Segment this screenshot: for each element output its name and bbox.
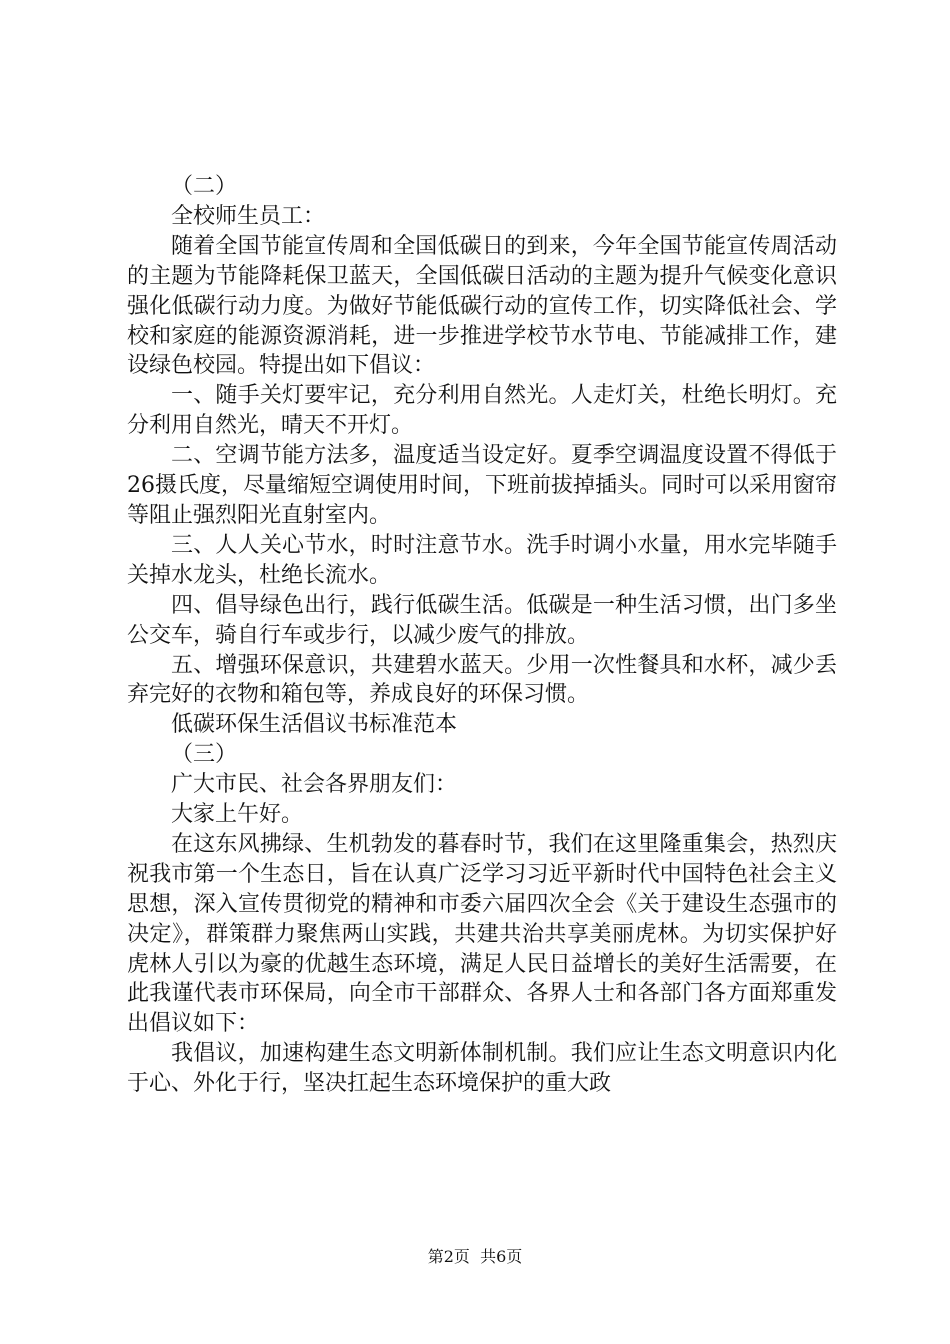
salutation-2: 广大市民、社会各界朋友们： bbox=[171, 772, 458, 798]
proposal-item-4: 四、倡导绿色出行，践行低碳生活。低碳是一种生活习惯，出门多坐公交车，骑自行车或步行，以减少废气的排放。 bbox=[127, 592, 837, 648]
proposal-item-5: 五、增强环保意识，共建碧水蓝天。少用一次性餐具和水杯，减少丢弃完好的衣物和箱包等，养成良好的环保习惯。 bbox=[127, 652, 837, 708]
proposal-item-3: 三、人人关心节水，时时注意节水。洗手时调小水量，用水完毕随手关掉水龙头，杜绝长流水。 bbox=[127, 532, 837, 588]
proposal-item-2: 二、空调节能方法多，温度适当设定好。夏季空调温度设置不得低于26摄氏度，尽量缩短空调使用时间，下班前拔掉插头。同时可以采用窗帘等阻止强烈阳光直射室内。 bbox=[127, 443, 837, 528]
greeting: 大家上午好。 bbox=[171, 802, 304, 828]
document-body bbox=[127, 172, 837, 1099]
proposal-item-1: 一、随手关灯要牢记，充分利用自然光。人走灯关，杜绝长明灯。充分利用自然光，晴天不开灯。 bbox=[127, 383, 837, 439]
salutation: 全校师生员工： bbox=[171, 203, 326, 229]
section-heading-3: （三） bbox=[171, 742, 238, 768]
body-paragraph-last: 我倡议，加速构建生态文明新体制机制。我们应让生态文明意识内化于心、外化于行，坚决扛起生态环境保护的重大政 bbox=[127, 1041, 837, 1097]
intro-paragraph: 随着全国节能宣传周和全国低碳日的到来，今年全国节能宣传周活动的主题为节能降耗保卫蓝天，全国低碳日活动的主题为提升气候变化意识强化低碳行动力度。为做好节能低碳行动的宣传工作，切实降低社会、学校和家庭的能源资源消耗，进一步推进学校节水节电、节能减排工作，建设绿色校园。特提出如下倡议： bbox=[127, 233, 837, 379]
document-subtitle: 低碳环保生活倡议书标准范本 bbox=[171, 712, 458, 738]
section-heading-2: （二） bbox=[171, 174, 238, 199]
page-number: 第2页 共6页 bbox=[427, 1247, 523, 1266]
page-footer bbox=[0, 1244, 950, 1267]
body-paragraph: 在这东风拂绿、生机勃发的暮春时节，我们在这里隆重集会，热烈庆祝我市第一个生态日，旨在认真广泛学习习近平新时代中国特色社会主义思想，深入宣传贯彻党的精神和市委六届四次全会《关于建设生态强市的决定》，群策群力聚焦两山实践，共建共治共享美丽虎林。为切实保护好虎林人引以为豪的优越生态环境，满足人民日益增长的美好生活需要，在此我谨代表市环保局，向全市干部群众、各界人士和各部门各方面郑重发出倡议如下： bbox=[127, 831, 837, 1037]
